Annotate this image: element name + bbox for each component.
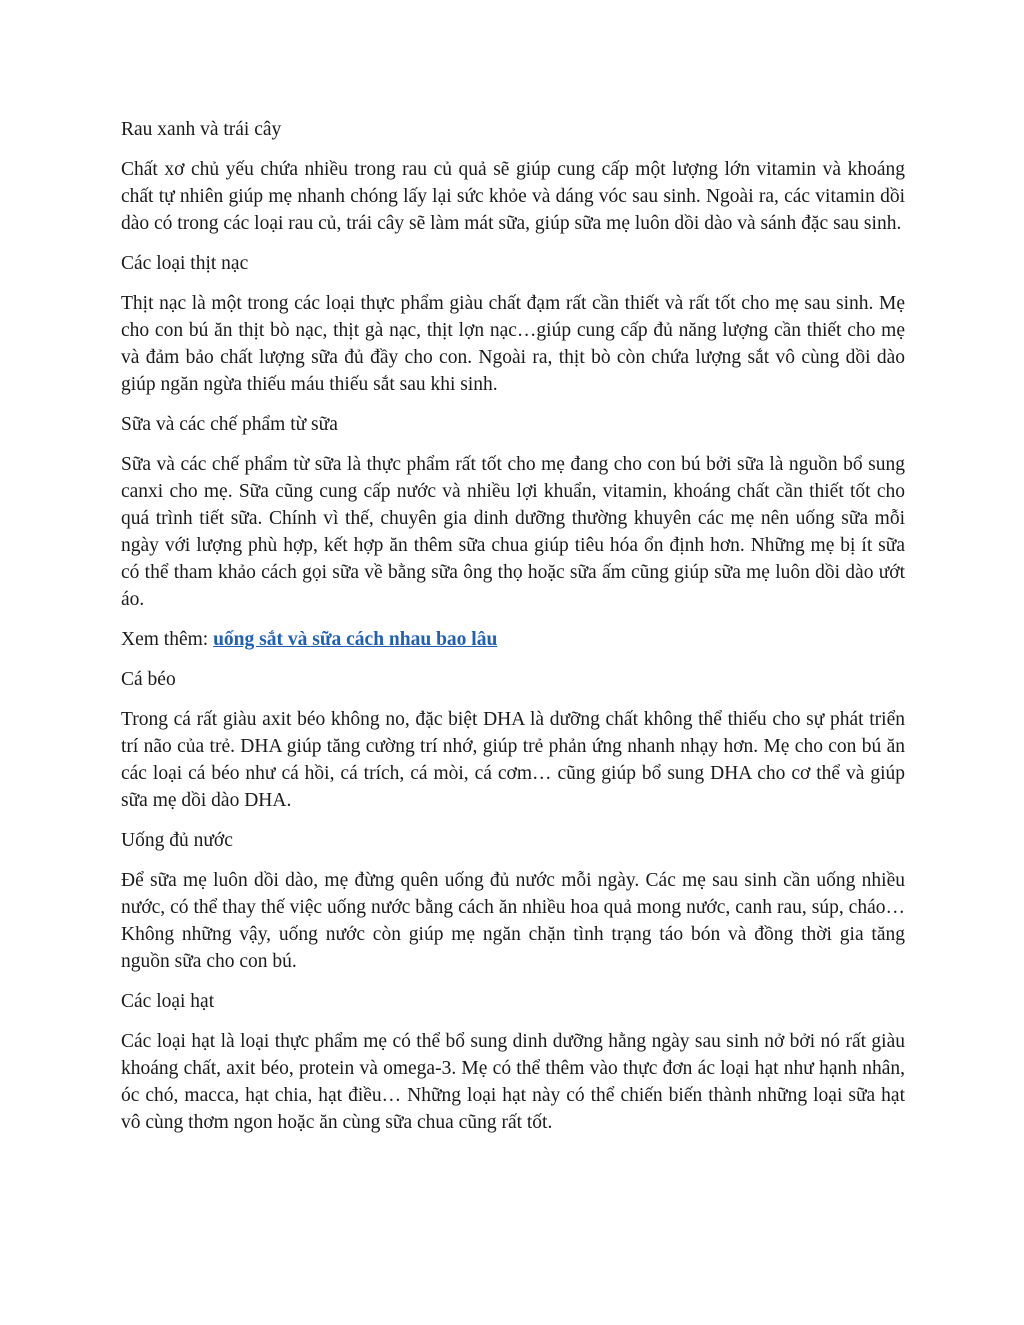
heading-rau-xanh: Rau xanh và trái cây bbox=[121, 119, 282, 140]
paragraph-uong-nuoc: Để sữa mẹ luôn dồi dào, mẹ đừng quên uống đủ nước mỗi ngày. Các mẹ sau sinh cần uống nhiều nước, có thể thay thế việc uống nước bằng cách ăn nhiều hoa quả mong nước, canh rau, súp, cháo… Không những vậy, uống nước còn giúp mẹ ngăn chặn tình trạng táo bón và đồng thời gia tăng nguồn sữa cho con bú. bbox=[121, 870, 905, 972]
see-also-label: Xem thêm: bbox=[121, 629, 214, 650]
paragraph-thit-nac: Thịt nạc là một trong các loại thực phẩm giàu chất đạm rất cần thiết và rất tốt cho mẹ sau sinh. Mẹ cho con bú ăn thịt bò nạc, thịt gà nạc, thịt lợn nạc…giúp cung cấp đủ năng lượng cần thiết cho mẹ và đảm bảo chất lượng sữa đủ đầy cho con. Ngoài ra, thịt bò còn chứa lượng sắt vô cùng dồi dào giúp ngăn ngừa thiếu máu thiếu sắt sau khi sinh. bbox=[121, 293, 905, 395]
heading-cac-loai-hat: Các loại hạt bbox=[121, 991, 215, 1012]
see-also-line bbox=[121, 626, 905, 653]
heading-uong-nuoc: Uống đủ nước bbox=[121, 830, 233, 851]
paragraph-ca-beo: Trong cá rất giàu axit béo không no, đặc biệt DHA là dưỡng chất không thể thiếu cho sự phát triển trí não của trẻ. DHA giúp tăng cường trí nhớ, giúp trẻ phản ứng nhanh nhạy hơn. Mẹ cho con bú ăn các loại cá béo như cá hồi, cá trích, cá mòi, cá cơm… cũng giúp bổ sung DHA cho cơ thể và giúp sữa mẹ dồi dào DHA. bbox=[121, 709, 905, 811]
document-page bbox=[121, 116, 905, 1149]
paragraph-rau-xanh: Chất xơ chủ yếu chứa nhiều trong rau củ quả sẽ giúp cung cấp một lượng lớn vitamin và khoáng chất tự nhiên giúp mẹ nhanh chóng lấy lại sức khỏe và dáng vóc sau sinh. Ngoài ra, các vitamin dồi dào có trong các loại rau củ, trái cây sẽ làm mát sữa, giúp sữa mẹ luôn dồi dào và sánh đặc sau sinh. bbox=[121, 159, 905, 234]
heading-thit-nac: Các loại thịt nạc bbox=[121, 253, 249, 274]
see-also-link[interactable]: uống sắt và sữa cách nhau bao lâu bbox=[213, 629, 498, 650]
heading-ca-beo: Cá béo bbox=[121, 669, 176, 690]
heading-sua: Sữa và các chế phẩm từ sữa bbox=[121, 414, 338, 435]
paragraph-sua: Sữa và các chế phẩm từ sữa là thực phẩm rất tốt cho mẹ đang cho con bú bởi sữa là nguồn bổ sung canxi cho mẹ. Sữa cũng cung cấp nước và nhiều lợi khuẩn, vitamin, khoáng chất cần thiết tốt cho quá trình tiết sữa. Chính vì thế, chuyên gia dinh dưỡng thường khuyên các mẹ nên uống sữa mỗi ngày với lượng phù hợp, kết hợp ăn thêm sữa chua giúp tiêu hóa ổn định hơn. Những mẹ bị ít sữa có thể tham khảo cách gọi sữa về bằng sữa ông thọ hoặc sữa ấm cũng giúp sữa mẹ luôn dồi dào ướt áo. bbox=[121, 454, 905, 610]
paragraph-cac-loai-hat: Các loại hạt là loại thực phẩm mẹ có thể bổ sung dinh dưỡng hằng ngày sau sinh nở bởi nó rất giàu khoáng chất, axit béo, protein và omega-3. Mẹ có thể thêm vào thực đơn ác loại hạt như hạnh nhân, óc chó, macca, hạt chia, hạt điều… Những loại hạt này có thể chiến biến thành những loại sữa hạt vô cùng thơm ngon hoặc ăn cùng sữa chua cũng rất tốt. bbox=[121, 1031, 905, 1133]
